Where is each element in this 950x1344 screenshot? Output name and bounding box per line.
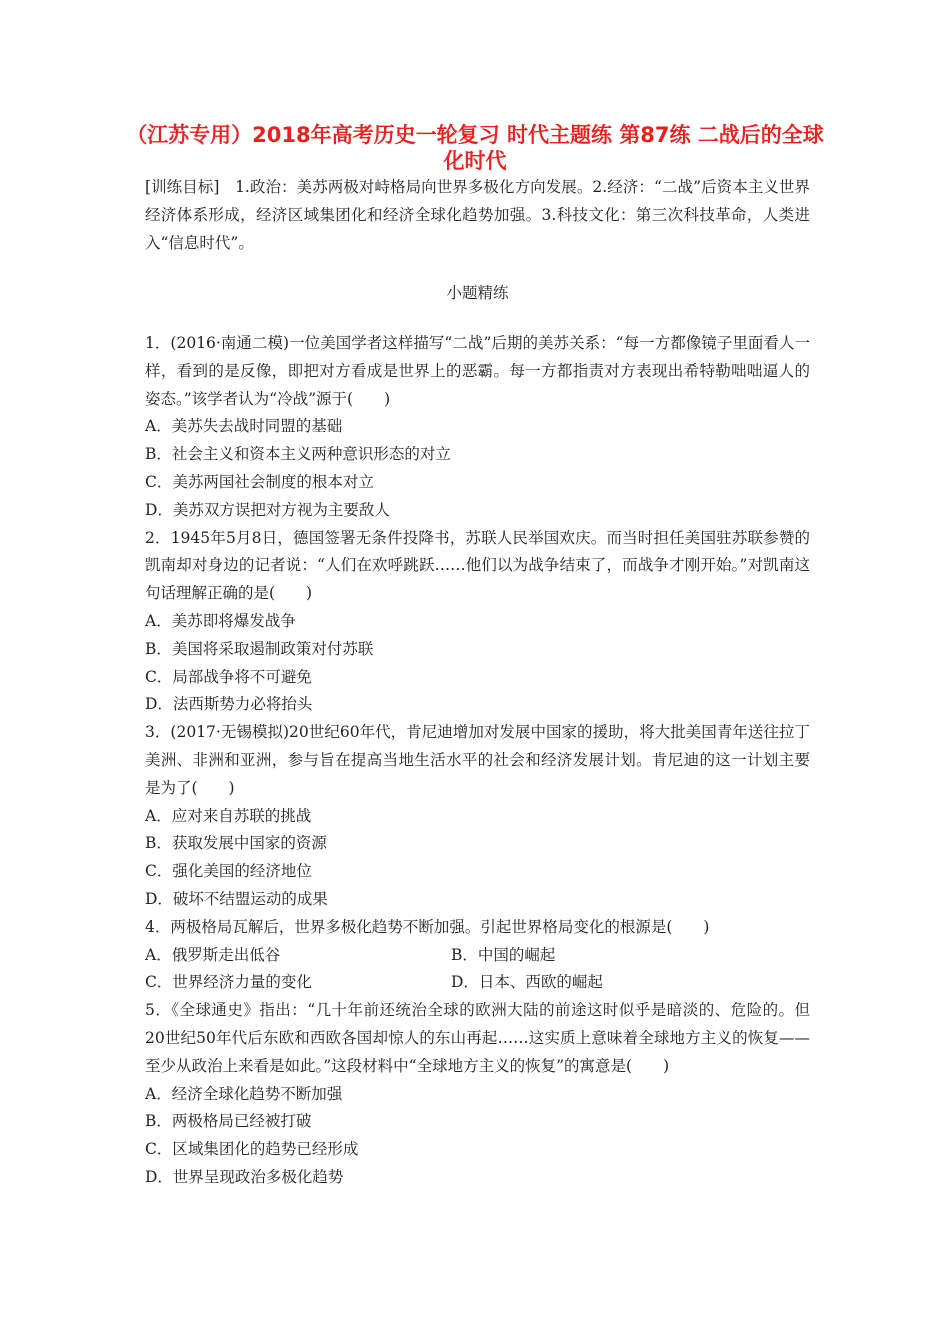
question-list: [145, 330, 810, 1192]
question-stem: 1．(2016·南通二模)一位美国学者这样描写“二战”后期的美苏关系：“每一方都像镜子里面看人一样，看到的是反像，即把对方看成是世界上的恶霸。每一方都指责对方表现出希特勒咄咄逼人的姿态。”该学者认为“冷战”源于( ): [145, 334, 810, 408]
question-5: [145, 997, 810, 1192]
option-c: C．强化美国的经济地位: [145, 862, 312, 881]
option-c: C．世界经济力量的变化: [145, 973, 312, 992]
option-d: D．日本、西欧的崛起: [451, 973, 603, 992]
option-c: C．局部战争将不可避免: [145, 667, 312, 686]
question-stem: 5．《全球通史》指出：“几十年前还统治全球的欧洲大陆的前途这时似乎是暗淡的、危险的。但20世纪50年代后东欧和西欧各国却惊人的东山再起……这实质上意味着全球地方主义的恢复——至少从政治上来看是如此。”这段材料中“全球地方主义的恢复”的寓意是( ): [145, 1001, 810, 1075]
option-row: [145, 942, 810, 970]
option-b: B．获取发展中国家的资源: [145, 834, 327, 853]
option-b: B．社会主义和资本主义两种意识形态的对立: [145, 445, 451, 464]
option-a: A．美苏即将爆发战争: [145, 611, 296, 630]
option-a: A．应对来自苏联的挑战: [145, 806, 312, 825]
option-row: [145, 969, 810, 997]
option-c: C．区域集团化的趋势已经形成: [145, 1140, 359, 1159]
question-3: [145, 719, 810, 914]
option-b: B．中国的崛起: [451, 945, 556, 964]
option-a: A．俄罗斯走出低谷: [145, 945, 281, 964]
question-1: [145, 330, 810, 525]
option-d: D．美苏双方误把对方视为主要敌人: [145, 500, 390, 519]
training-goal: [训练目标] 1.政治：美苏两极对峙格局向世界多极化方向发展。2.经济：“二战”后资本主义世界经济体系形成，经济区域集团化和经济全球化趋势加强。3.科技文化：第三次科技革命，人类进入“信息时代”。: [145, 178, 810, 252]
question-2: [145, 525, 810, 720]
question-stem: 2．1945年5月8日，德国签署无条件投降书，苏联人民举国欢庆。而当时担任美国驻苏联参赞的凯南却对身边的记者说：“人们在欢呼跳跃……他们以为战争结束了，而战争才刚开始。”对凯南这句话理解正确的是( ): [145, 528, 810, 603]
training-goal-block: [145, 174, 810, 257]
option-d: D．世界呈现政治多极化趋势: [145, 1167, 344, 1186]
option-c: C．美苏两国社会制度的根本对立: [145, 472, 374, 491]
option-d: D．破坏不结盟运动的成果: [145, 889, 328, 908]
document-title: （江苏专用）2018年高考历史一轮复习 时代主题练 第87练 二战后的全球化时代: [126, 123, 824, 173]
section-title: 小题精练: [446, 284, 509, 302]
question-stem: 3．(2017·无锡模拟)20世纪60年代，肯尼迪增加对发展中国家的援助，将大批美国青年送往拉丁美洲、非洲和亚洲，参与旨在提高当地生活水平的社会和经济发展计划。肯尼迪的这一计划主要是为了( ): [145, 723, 810, 797]
option-a: A．经济全球化趋势不断加强: [145, 1084, 343, 1103]
option-a: A．美苏失去战时同盟的基础: [145, 417, 343, 436]
question-4: [145, 914, 810, 997]
option-d: D．法西斯势力必将抬头: [145, 695, 313, 714]
option-b: B．两极格局已经被打破: [145, 1112, 312, 1131]
question-stem: 4．两极格局瓦解后，世界多极化趋势不断加强。引起世界格局变化的根源是( ): [145, 917, 710, 936]
option-b: B．美国将采取遏制政策对付苏联: [145, 639, 374, 658]
